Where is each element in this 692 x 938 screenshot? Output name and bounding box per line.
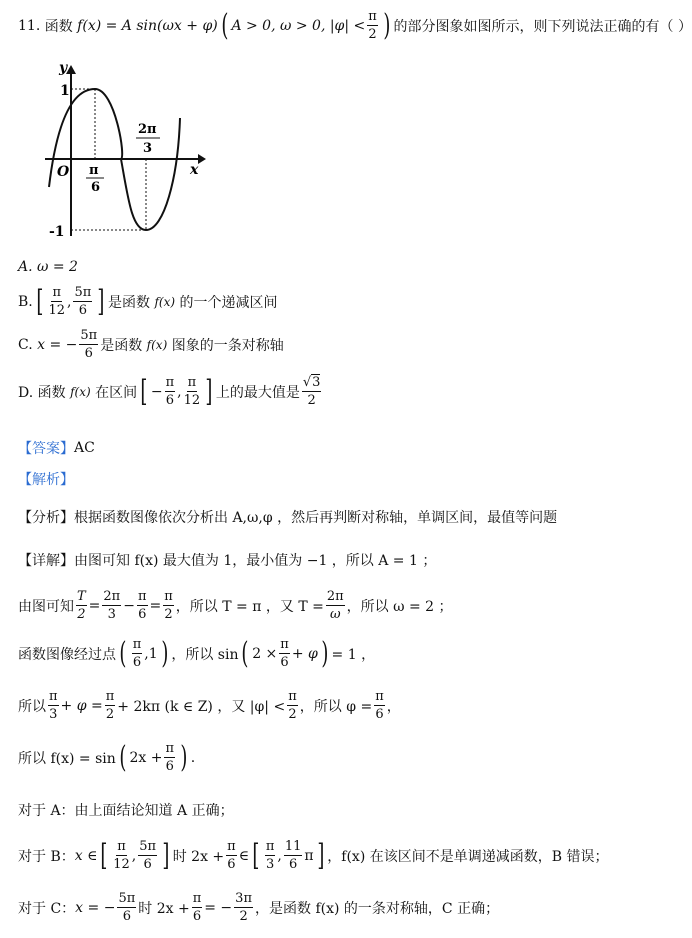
x-axis-arrow: [198, 154, 206, 164]
tick-pi-6-den: 6: [91, 180, 101, 195]
option-b: B. [ $\frac{\pi}{12}$ , $\frac{5\pi}{6}$ ] 是函数 f(x) 的一个递减区间: [18, 283, 278, 319]
y-min-label: -1: [49, 224, 65, 240]
detail-line-4: 所以 $\frac{\pi}{3}$ + φ = $\frac{\pi}{2}$ + 2kπ (k ∈ Z) ，又 |φ| < $\frac{\pi}{2}$ ，所以 φ = $\frac{\pi}{6}$ ，: [18, 689, 401, 722]
detail-line-3: 函数图像经过点 ( $\frac{\pi}{6}$ ,1 ) ，所以 sin ( 2 × $\frac{\pi}{6}$ + φ ) = 1 ，: [18, 635, 376, 671]
x-axis-label: x: [190, 162, 199, 178]
answer-label: 【答案】: [18, 441, 74, 457]
option-a: A. ω = 2: [18, 259, 78, 275]
question-number: 11.: [18, 17, 41, 34]
function-expression: f(x) = A sin(ωx + φ): [77, 17, 218, 34]
tick-2pi-3-den: 3: [143, 141, 153, 156]
y-axis-label: y: [59, 60, 68, 76]
y-axis-arrow: [66, 65, 76, 74]
origin-label: O: [57, 164, 70, 180]
tick-pi-6-num: π: [89, 163, 99, 178]
analysis-heading: 【解析】: [18, 472, 74, 488]
detail-line-1: 【详解】 由图可知 f(x) 最大值为 1，最小值为 −1 ，所以 A = 1 ；: [18, 553, 437, 569]
question-stem: 11. 函数 f(x) = A sin(ωx + φ) ( A > 0, ω > 0, |φ| < $\frac{\pi}{2}$ ) 的部分图象如图所示，则下列说法正确的有（ ）: [18, 7, 692, 43]
tick-2pi-3-num: 2π: [138, 122, 157, 137]
option-c: C. x = − $\frac{5\pi}{6}$ 是函数 f(x) 图象的一条对称轴: [18, 328, 284, 361]
function-graph: [40, 58, 240, 248]
answer-value: AC: [74, 440, 95, 456]
answer-line: [18, 438, 95, 458]
detail-line-8: 对于 C： x = − $\frac{5\pi}{6}$ 时 2x + $\frac{\pi}{6}$ = − $\frac{3\pi}{2}$ ，是函数 f(x) 的一条对称轴，C 正确；: [18, 891, 500, 924]
detail-line-6: 对于 A：由上面结论知道 A 正确；: [18, 803, 234, 819]
detail-line-7: 对于 B： x ∈ [ $\frac{\pi}{12}$ , $\frac{5\pi}{6}$ ] 时 2x + $\frac{\pi}{6}$ ∈ [ $\frac{\pi}{3}$ , $\frac{11}{6}$ π ] ，f(x) 在该区间不是单调递减函数，B 错误；: [18, 837, 609, 873]
analysis-summary: 【分析】 根据函数图像依次分析出 A,ω,φ ，然后再判断对称轴，单调区间，最值等问题: [18, 510, 558, 526]
detail-line-2: 由图可知 $\frac{T}{2}$ = $\frac{2\pi}{3}$ − $\frac{\pi}{6}$ = $\frac{\pi}{2}$ ，所以 T = π ，又 T = $\frac{2\pi}{\omega}$ ，所以 ω = 2 ；: [18, 589, 453, 622]
detail-line-5: 所以 f(x) = sin ( 2x + $\frac{\pi}{6}$ ) .: [18, 739, 196, 775]
y-max-label: 1: [60, 83, 70, 99]
option-d: D. 函数 f(x) 在区间 [ − $\frac{\pi}{6}$ , $\frac{\pi}{12}$ ] 上的最大值是 $\frac{√3}{2}$: [18, 373, 321, 409]
